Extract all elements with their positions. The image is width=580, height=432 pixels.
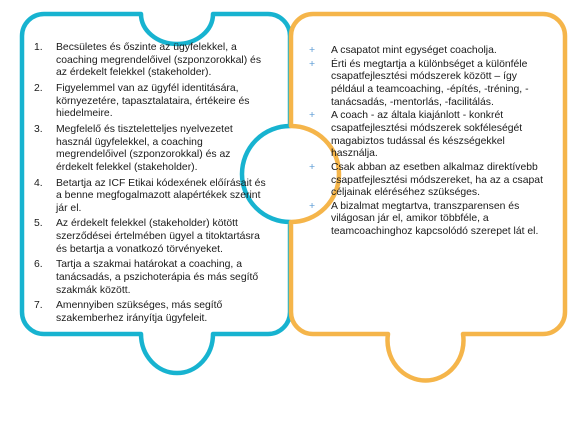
list-item-text: A bizalmat megtartva, transzparensen és világosan jár el, amikor többféle, a teamcoachinghoz kapcsolódó szerepet lát el. (331, 200, 539, 238)
list-marker: 3. (34, 123, 43, 135)
list-item-text: A csapatot mint egységet coacholja. (331, 45, 497, 56)
left-piece-list (34, 42, 266, 329)
list-item (34, 42, 266, 80)
list-marker: 5. (34, 218, 43, 230)
list-item (34, 259, 266, 297)
list-item (309, 161, 553, 200)
list-item (34, 123, 266, 174)
plus-bullet-icon: + (309, 161, 316, 173)
list-item-text: Tartja a szakmai határokat a coaching, a tanácsadás, a pszichoterápia és más segítő szakmák között. (56, 259, 259, 296)
list-item-text: Amennyiben szükséges, más segítő szakemberhez irányítja ügyfeleit. (56, 300, 223, 324)
list-item-text: Figyelemmel van az ügyfél identitására, környezetére, tapasztalataira, értékeire és hiedelmeire. (56, 82, 250, 120)
list-marker: 2. (34, 82, 43, 94)
list-item-text: Megfelelő és tiszteletteljes nyelvezetet használ ügyfelekkel, a coaching megrendelőivel (szponzorokkal) és az érdekelt felekkel (stakeholder). (56, 123, 233, 173)
list-marker: 1. (34, 42, 43, 53)
list-item-text: Az érdekelt felekkel (stakeholder) kötött szerződései értelmében ügyel a titoktartásra és betartja a vonatkozó törvényeket. (56, 218, 260, 255)
plus-bullet-icon: + (309, 45, 316, 56)
list-item (309, 58, 553, 109)
list-marker: 6. (34, 259, 43, 271)
list-item (34, 82, 266, 121)
list-item (309, 110, 553, 160)
list-marker: 7. (34, 300, 43, 312)
right-piece-list (309, 45, 553, 240)
list-item-text: Érti és megtartja a különbséget a különféle csapatfejlesztési módszerek között – így például a teamcoaching, -építés, -tréning, -tanácsadás, -mentorlás, -facilitálás. (331, 58, 529, 108)
plus-bullet-icon: + (309, 58, 316, 70)
list-item (309, 200, 553, 239)
list-item-text: Becsületes és őszinte az ügyfelekkel, a coaching megrendelőivel (szponzorokkal) és az érdekelt felekkel (stakeholder). (56, 42, 262, 79)
list-item-text: A coach - az általa kiajánlott - konkrét csapatfejlesztési módszerek sokféleségét magabiztos tudással és készségekkel használja. (331, 110, 523, 160)
list-item (309, 45, 553, 58)
list-item-text: Betartja az ICF Etikai kódexének előírásait és a benne megfogalmazott alapértékek szerint jár el. (56, 177, 266, 214)
list-item (34, 177, 266, 216)
list-item-text: Csak abban az esetben alkalmaz direktívebb csapatfejlesztési módszereket, ha az a csapat céljainak eléréséhez szükséges. (331, 161, 543, 199)
list-marker: 4. (34, 177, 43, 189)
list-item (34, 218, 266, 256)
plus-bullet-icon: + (309, 110, 316, 122)
plus-bullet-icon: + (309, 200, 316, 212)
list-item (34, 300, 266, 325)
